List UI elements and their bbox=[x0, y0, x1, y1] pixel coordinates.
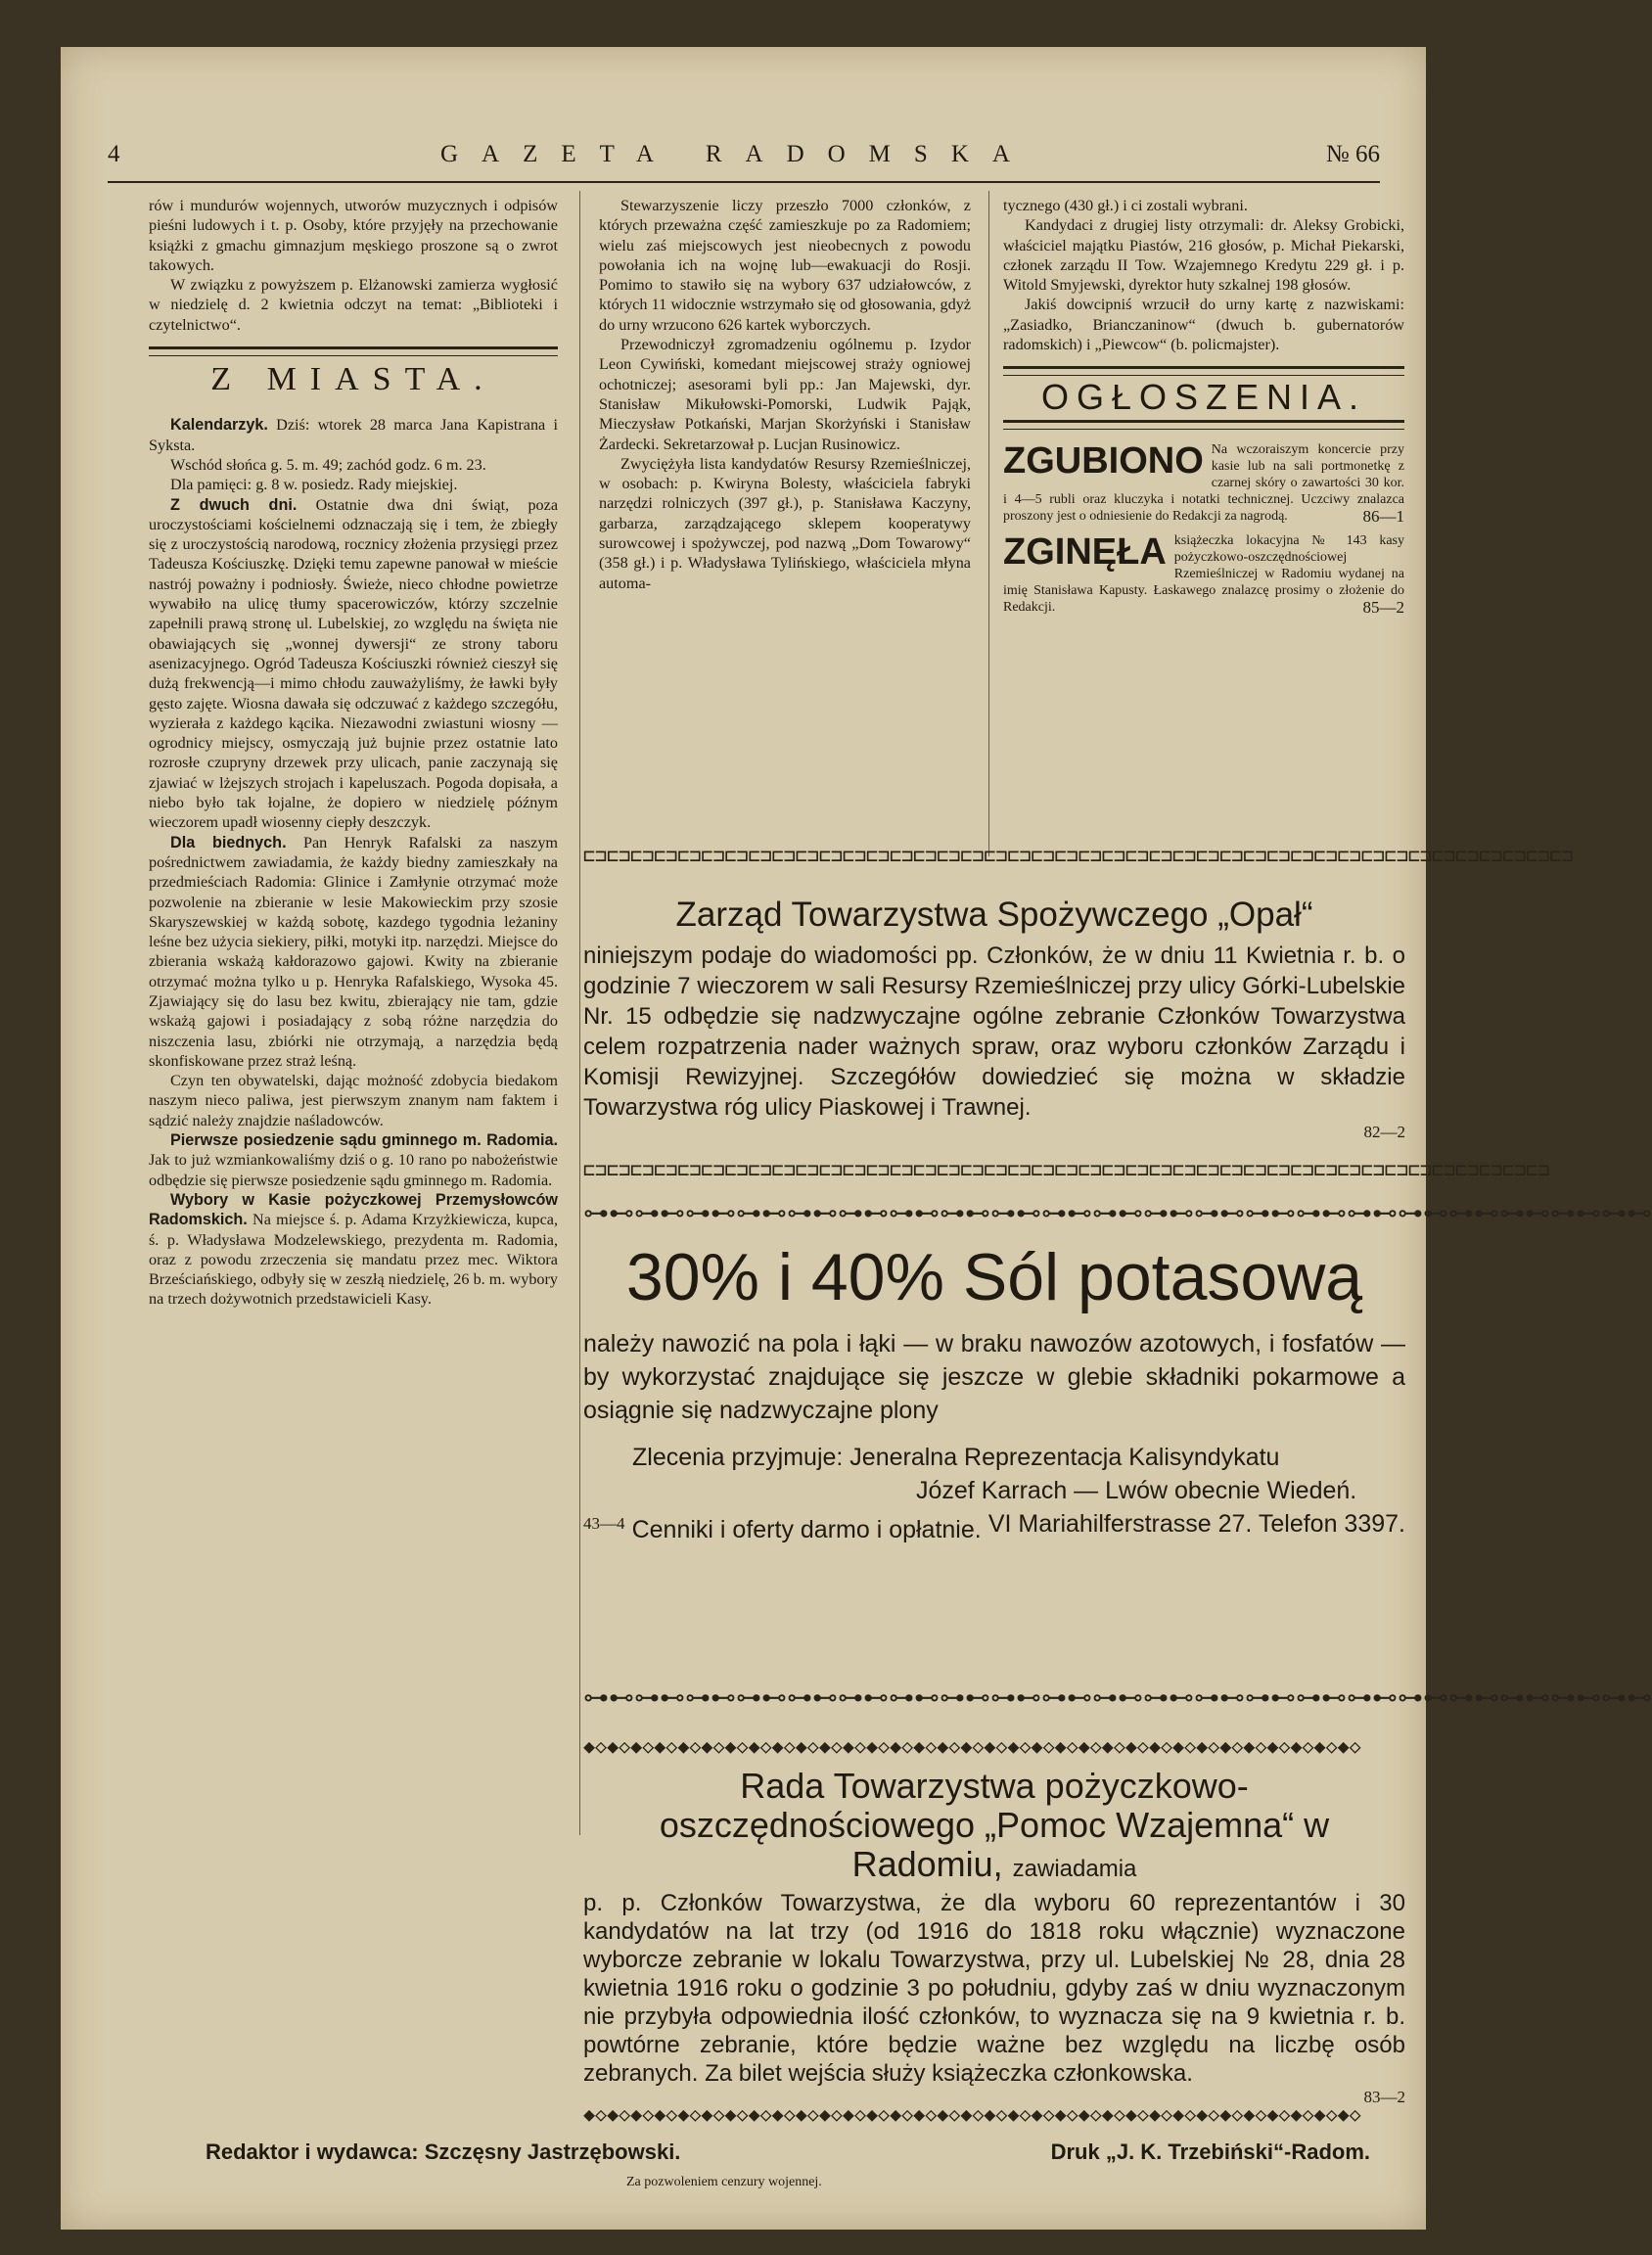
ad-ref: 86—1 bbox=[1362, 506, 1404, 526]
ad-footnote: Cenniki i oferty darmo i opłatnie. bbox=[631, 1516, 982, 1543]
article-heading: Wybory w Kasie pożyczkowej Przemysłowców Radomskich. bbox=[149, 1190, 558, 1229]
ad-keyword: ZGINĘŁA bbox=[1003, 530, 1167, 573]
article-text: Dziś: wtorek 28 marca Jana Kapistrana i Syksta. bbox=[149, 416, 558, 454]
article-text: Przewodniczył zgromadzeniu ogólnemu p. Izydor Leon Cywiński, komedant miejscowej straży ogniowej ochotniczej; asesorami byli pp.: Jan Majewski, dyr. Stanisław Mikułowski-Pomorski, Ludwik Pająk, Mieczysław Potkański, Marjan Skorżyński i Stanisław Żardecki. Sekretarzował p. Lucjan Rusinowicz. bbox=[599, 336, 971, 453]
article-text: Dla pamięci: g. 8 w. posiedz. Rady miejskiej. bbox=[170, 476, 458, 494]
ornament-border: ⊶⊷⊶⊷⊶⊷⊶⊷⊶⊷⊶⊷⊶⊷⊶⊷⊶⊷⊶⊷⊶⊷⊶⊷⊶⊷⊶⊷⊶⊷⊶⊷⊶⊷⊶⊷⊶⊷⊶⊷⊶⊷ bbox=[583, 1199, 1652, 1228]
article-text: Ostatnie dwa dni świąt, poza uroczystościami kościelnemi odznaczają się i tem, że zbiegły się z uroczystością narodową, rocznicy złożenia przysięgi przez Tadeusza Kościuszkę. Dzięki temu zapewne panował w mieście nastrój poważny i podniosły. Świeże, nieco chłodne powietrze wywabiło na ulicę tłumy spacerowiczów, którzy szczelnie zapełnili prawą stronę ul. Lubelskiej, zo względu na święta nie obawiających się „wonnej dywersji“ ze strony taboru asenizacyjnego. Ogród Tadeusza Kościuszki również cieszył się dużą frekwencją—i mimo chłodu zauważyliśmy, że ławki były gęsto zajęte. Wiosna dawała się odczuwać z każdego szczegółu, wyzierała z każdego kącika. Niezawodni zwiastuni wiosny — ogrodnicy miejscy, osmyczają już bujnie przez ostatnie lato rozrosłe czupryny drzewek przy ulicach, panie zaczynają się zjawiać w lżejszych strojach i kapeluszach. Pogoda dopisała, a niebo było tak łojalne, że dopiero w niedzielę późnym wieczorem upadł wiosenny ciepły deszczyk. bbox=[149, 495, 559, 832]
notice-title: Rada Towarzystwa pożyczkowo-oszczędnościowego „Pomoc Wzajemna“ w Radomiu, bbox=[659, 1766, 1330, 1884]
section-rule bbox=[1003, 366, 1404, 376]
section-rule bbox=[149, 346, 558, 356]
column-1 bbox=[149, 196, 558, 1310]
potash-ad bbox=[583, 1233, 1405, 1546]
ad-text: Na wczoraiszym koncercie przy kasie lub na sali portmonetkę z czarnej skóry o zawartości 30 kor. i 4—5 rubli oraz kluczyka i notatki technicznej. Uczciwy znalazca proszony jest o odniesienie do Redakcji za nagrodą. bbox=[1003, 441, 1404, 524]
page-number: 4 bbox=[108, 141, 120, 167]
printer-credit: Druk „J. K. Trzebiński“-Radom. bbox=[1050, 2140, 1370, 2164]
article-text: rów i mundurów wojennych, utworów muzycznych i odpisów pieśni ludowych i t. p. Osoby, które przyjęły na przechowanie książki z gmachu gimnazjum męskiego proszone są o zwrot takowych. bbox=[149, 197, 558, 274]
ad-orders: VI Mariahilferstrasse 27. Telefon 3397. bbox=[987, 1510, 1405, 1538]
ornament-border: ⊏⊐⊏⊐⊏⊐⊏⊐⊏⊐⊏⊐⊏⊐⊏⊐⊏⊐⊏⊐⊏⊐⊏⊐⊏⊐⊏⊐⊏⊐⊏⊐⊏⊐⊏⊐⊏⊐⊏⊐⊏⊐⊏⊐⊏⊐⊏⊐⊏⊐⊏⊐⊏⊐⊏⊐⊏⊐⊏⊐⊏⊐⊏⊐⊏⊐⊏⊐⊏⊐⊏⊐⊏⊐⊏⊐⊏⊐⊏⊐⊏⊐ bbox=[583, 1158, 1550, 1181]
classified-ad bbox=[1003, 532, 1404, 616]
article-heading: Pierwsze posiedzenie sądu gminnego m. Radomia. bbox=[170, 1131, 558, 1150]
article-text: Na miejsce ś. p. Adama Krzyżkiewicza, kupca, ś. p. Władysława Modzelewskiego, prezydenta m. Radomia, oraz z powodu zrzeczenia się mandatu przez mec. Wiktora Brześciańskiego, odbyły się w zeszłą niedzielę, 26 b. m. wybory na trzech dożywotnich przedstawicieli Kasy. bbox=[149, 1211, 559, 1309]
article-text: Czyn ten obywatelski, dając możność zdobycia biedakom naszym nieco paliwa, jest pierwszym znanym nam faktem i sądzić należy znajdzie naśladowców. bbox=[149, 1072, 558, 1129]
ad-ref: 43—4 bbox=[583, 1514, 625, 1533]
column-2 bbox=[599, 196, 971, 593]
column-divider bbox=[988, 191, 989, 856]
notice-ref: 83—2 bbox=[1363, 2088, 1405, 2106]
header-rule bbox=[108, 181, 1380, 183]
ad-keyword: ZGUBIONO bbox=[1003, 439, 1204, 482]
article-text: Jak to już wzmiankowaliśmy dziś o g. 10 rano po nabożeństwie odbędzie się pierwsze posiedzenie sądu gminnego m. Radomia. bbox=[149, 1151, 558, 1189]
article-text: Zwyciężyła lista kandydatów Resursy Rzemieślniczej, w osobach: p. Kwiryna Bolesty, właściciela fabryki narzędzi rolniczych (397 gł.), p. Stanisława Kaczyny, garbarza, zarządzającego sklepem kooperatywy surowcowej i spożywczej, pod nazwą „Dom Towarowy“ (358 gł.) i p. Władysława Tylińskiego, właściciela młyna automa- bbox=[599, 454, 971, 592]
article-text: Kandydaci z drugiej listy otrzymali: dr. Aleksy Grobicki, właściciel majątku Piastów, 216 głosów, p. Michał Piekarski, członek zarządu II Tow. Wzajemnego Kredytu 229 gł. i p. Witold Smyjewski, dyrektor huty szkalnej 198 głosów. bbox=[1003, 216, 1404, 295]
article-heading: Dla biednych. bbox=[170, 833, 287, 851]
article-text: Pan Henryk Rafalski za naszym pośrednictwem zawiadamia, że każdy biedny zamieszkały na przedmieściach Radomia: Glinice i Zamłynie otrzymać może pozwolenie na zbieranie w lesie Makowieckim przy szosie Skaryszewskiej w każdą sobotę, kazdego tygodnia leżaniny leśne bez użycia siekiery, piłki, motyki itp. narzędzi. Miejsce do zbierania wskażą kałdorazowo gajowi. Kwity na zbieranie otrzymać można tylko u p. Henryka Rafalskiego, Wysoka 45. Zjawiający się do lasu bez kwitu, zbierający nie tam, gdzie wskażą gajowi i posiadający z sobą różne narzędzia do niszczenia lasu, zbiórki nie otrzymają, a narzędzia będą skonfiskowane przez straż leśną. bbox=[149, 833, 559, 1070]
article-text: Stewarzyszenie liczy przeszło 7000 członków, z których przeważna część zamieszkuje po za Radomiem; wielu zaś miejscowych jest nieobecnych z powodu powołania ich na wojnę lub—ewakuacji do Rosji. Pomimo to stawiło się na wybory 637 udziałowców, z których 11 widocznie wstrzymało się od głosowania, gdyż do urny wrzucono 626 kartek wyborczych. bbox=[599, 197, 971, 334]
article-text: W związku z powyższem p. Elżanowski zamierza wygłosić w niedzielę d. 2 kwietnia odczyt na temat: „Biblioteki i czytelnictwo“. bbox=[149, 276, 558, 334]
notice-title-tail: zawiadamia bbox=[1012, 1856, 1137, 1882]
section-heading: Z MIASTA. bbox=[210, 361, 496, 398]
column-divider bbox=[579, 191, 580, 1835]
notice-title: Zarząd Towarzystwa Spożywczego „Opał“ bbox=[675, 896, 1313, 934]
article-text: Jakiś dowcipniś wrzucił do urny kartę z nazwiskami: „Zasiadko, Brianczaninow“ (dwuch b. gubernatorów radomskich) i „Piewcow“ (b. policmajster). bbox=[1003, 296, 1404, 354]
notice-text: niniejszym podaje do wiadomości pp. Członków, że w dniu 11 Kwietnia r. b. o godzinie 7 wieczorem w sali Resursy Rzemieślniczej przy ulicy Górki-Lubelskie Nr. 15 odbędzie się nadzwyczajne ogólne zebranie Członków Towarzystwa celem rozpatrzenia nader ważnych spraw, oraz wyboru członków Zarządu i Komisji Rewizyjnej. Szczegółów dowiedzieć się można w składzie Towarzystwa róg ulicy Piaskowej i Trawnej. bbox=[583, 943, 1405, 1121]
ornament-border: ⊏⊐⊏⊐⊏⊐⊏⊐⊏⊐⊏⊐⊏⊐⊏⊐⊏⊐⊏⊐⊏⊐⊏⊐⊏⊐⊏⊐⊏⊐⊏⊐⊏⊐⊏⊐⊏⊐⊏⊐⊏⊐⊏⊐⊏⊐⊏⊐⊏⊐⊏⊐⊏⊐⊏⊐⊏⊐⊏⊐⊏⊐⊏⊐⊏⊐⊏⊐⊏⊐⊏⊐⊏⊐⊏⊐⊏⊐⊏⊐⊏⊐⊏⊐ bbox=[583, 844, 1574, 867]
issue-number: № 66 bbox=[1325, 141, 1380, 167]
notice-text: p. p. Członków Towarzystwa, że dla wyboru 60 reprezentantów i 30 kandydatów na lat trzy (od 1916 do 1818 roku włącznie) wyznaczone wyborcze zebranie w lokalu Towarzystwa, przy ul. Lubelskiej № 28, dnia 28 kwietnia 1916 roku o godzinie 3 po południu, gdyby zaś w dniu wyznaczonym nie przybyła odpowiednia ilość członków, to wyznacza się na 9 kwietnia r. b. powtórne zebranie, które będzie ważne bez względu na liczbę osób zebranych. Za bilet wejścia służy książeczka członkowska. bbox=[583, 1890, 1405, 2087]
section-rule bbox=[1003, 420, 1404, 430]
ads-heading: OGŁOSZENIA. bbox=[1040, 377, 1367, 418]
ornament-border: ◆◇◆◇◆◇◆◇◆◇◆◇◆◇◆◇◆◇◆◇◆◇◆◇◆◇◆◇◆◇◆◇◆◇◆◇◆◇◆◇◆◇◆◇◆◇◆◇◆◇◆◇◆◇◆◇◆◇◆◇◆◇◆◇◆◇ bbox=[583, 1734, 1361, 1758]
ad-text: książeczka lokacyjna № 143 kasy pożyczkowo-oszczędnościowej Rzemieślniczej w Radomiu wydanej na imię Stanisława Kapusty. Łaskawego znalazcę prosimy o złożenie do Redakcji. bbox=[1003, 532, 1404, 615]
ad-orders: Zlecenia przyjmuje: Jeneralna Reprezentacja Kalisyndykatu bbox=[632, 1444, 1280, 1471]
ornament-border: ◆◇◆◇◆◇◆◇◆◇◆◇◆◇◆◇◆◇◆◇◆◇◆◇◆◇◆◇◆◇◆◇◆◇◆◇◆◇◆◇◆◇◆◇◆◇◆◇◆◇◆◇◆◇◆◇◆◇◆◇◆◇◆◇◆◇ bbox=[583, 2102, 1361, 2126]
ad-ref: 85—2 bbox=[1362, 597, 1404, 617]
rada-notice bbox=[583, 1767, 1405, 2107]
notice-ref: 82—2 bbox=[1363, 1123, 1405, 1141]
article-text: tycznego (430 gł.) i ci zostali wybrani. bbox=[1003, 197, 1248, 214]
classified-ad bbox=[1003, 441, 1404, 525]
newspaper-title: GAZETA RADOMSKA bbox=[440, 141, 1033, 167]
ad-orders: Józef Karrach — Lwów obecnie Wiedeń. bbox=[916, 1477, 1357, 1504]
column-3 bbox=[1003, 196, 1404, 616]
article-heading: Z dwuch dni. bbox=[170, 495, 298, 514]
censor-note: Za pozwoleniem cenzury wojennej. bbox=[626, 2175, 822, 2189]
opal-notice bbox=[583, 896, 1405, 1142]
page-header bbox=[108, 139, 1380, 178]
article-heading: Kalendarzyk. bbox=[170, 416, 268, 435]
ad-text: należy nawozić na pola i łąki — w braku nawozów azotowych, i fosfatów — by wykorzystać znajdujące się jeszcze w glebie składniki pokarmowe a osiągnie się nadzwyczajne plony bbox=[583, 1330, 1405, 1424]
ad-title: 30% i 40% Sól potasową bbox=[625, 1240, 1363, 1314]
ornament-border: ⊶⊷⊶⊷⊶⊷⊶⊷⊶⊷⊶⊷⊶⊷⊶⊷⊶⊷⊶⊷⊶⊷⊶⊷⊶⊷⊶⊷⊶⊷⊶⊷⊶⊷⊶⊷⊶⊷⊶⊷⊶⊷ bbox=[583, 1683, 1652, 1713]
editor-credit: Redaktor i wydawca: Szczęsny Jastrzębowski. bbox=[206, 2140, 681, 2164]
article-text: Wschód słońca g. 5. m. 49; zachód godz. 6 m. 23. bbox=[170, 455, 486, 474]
